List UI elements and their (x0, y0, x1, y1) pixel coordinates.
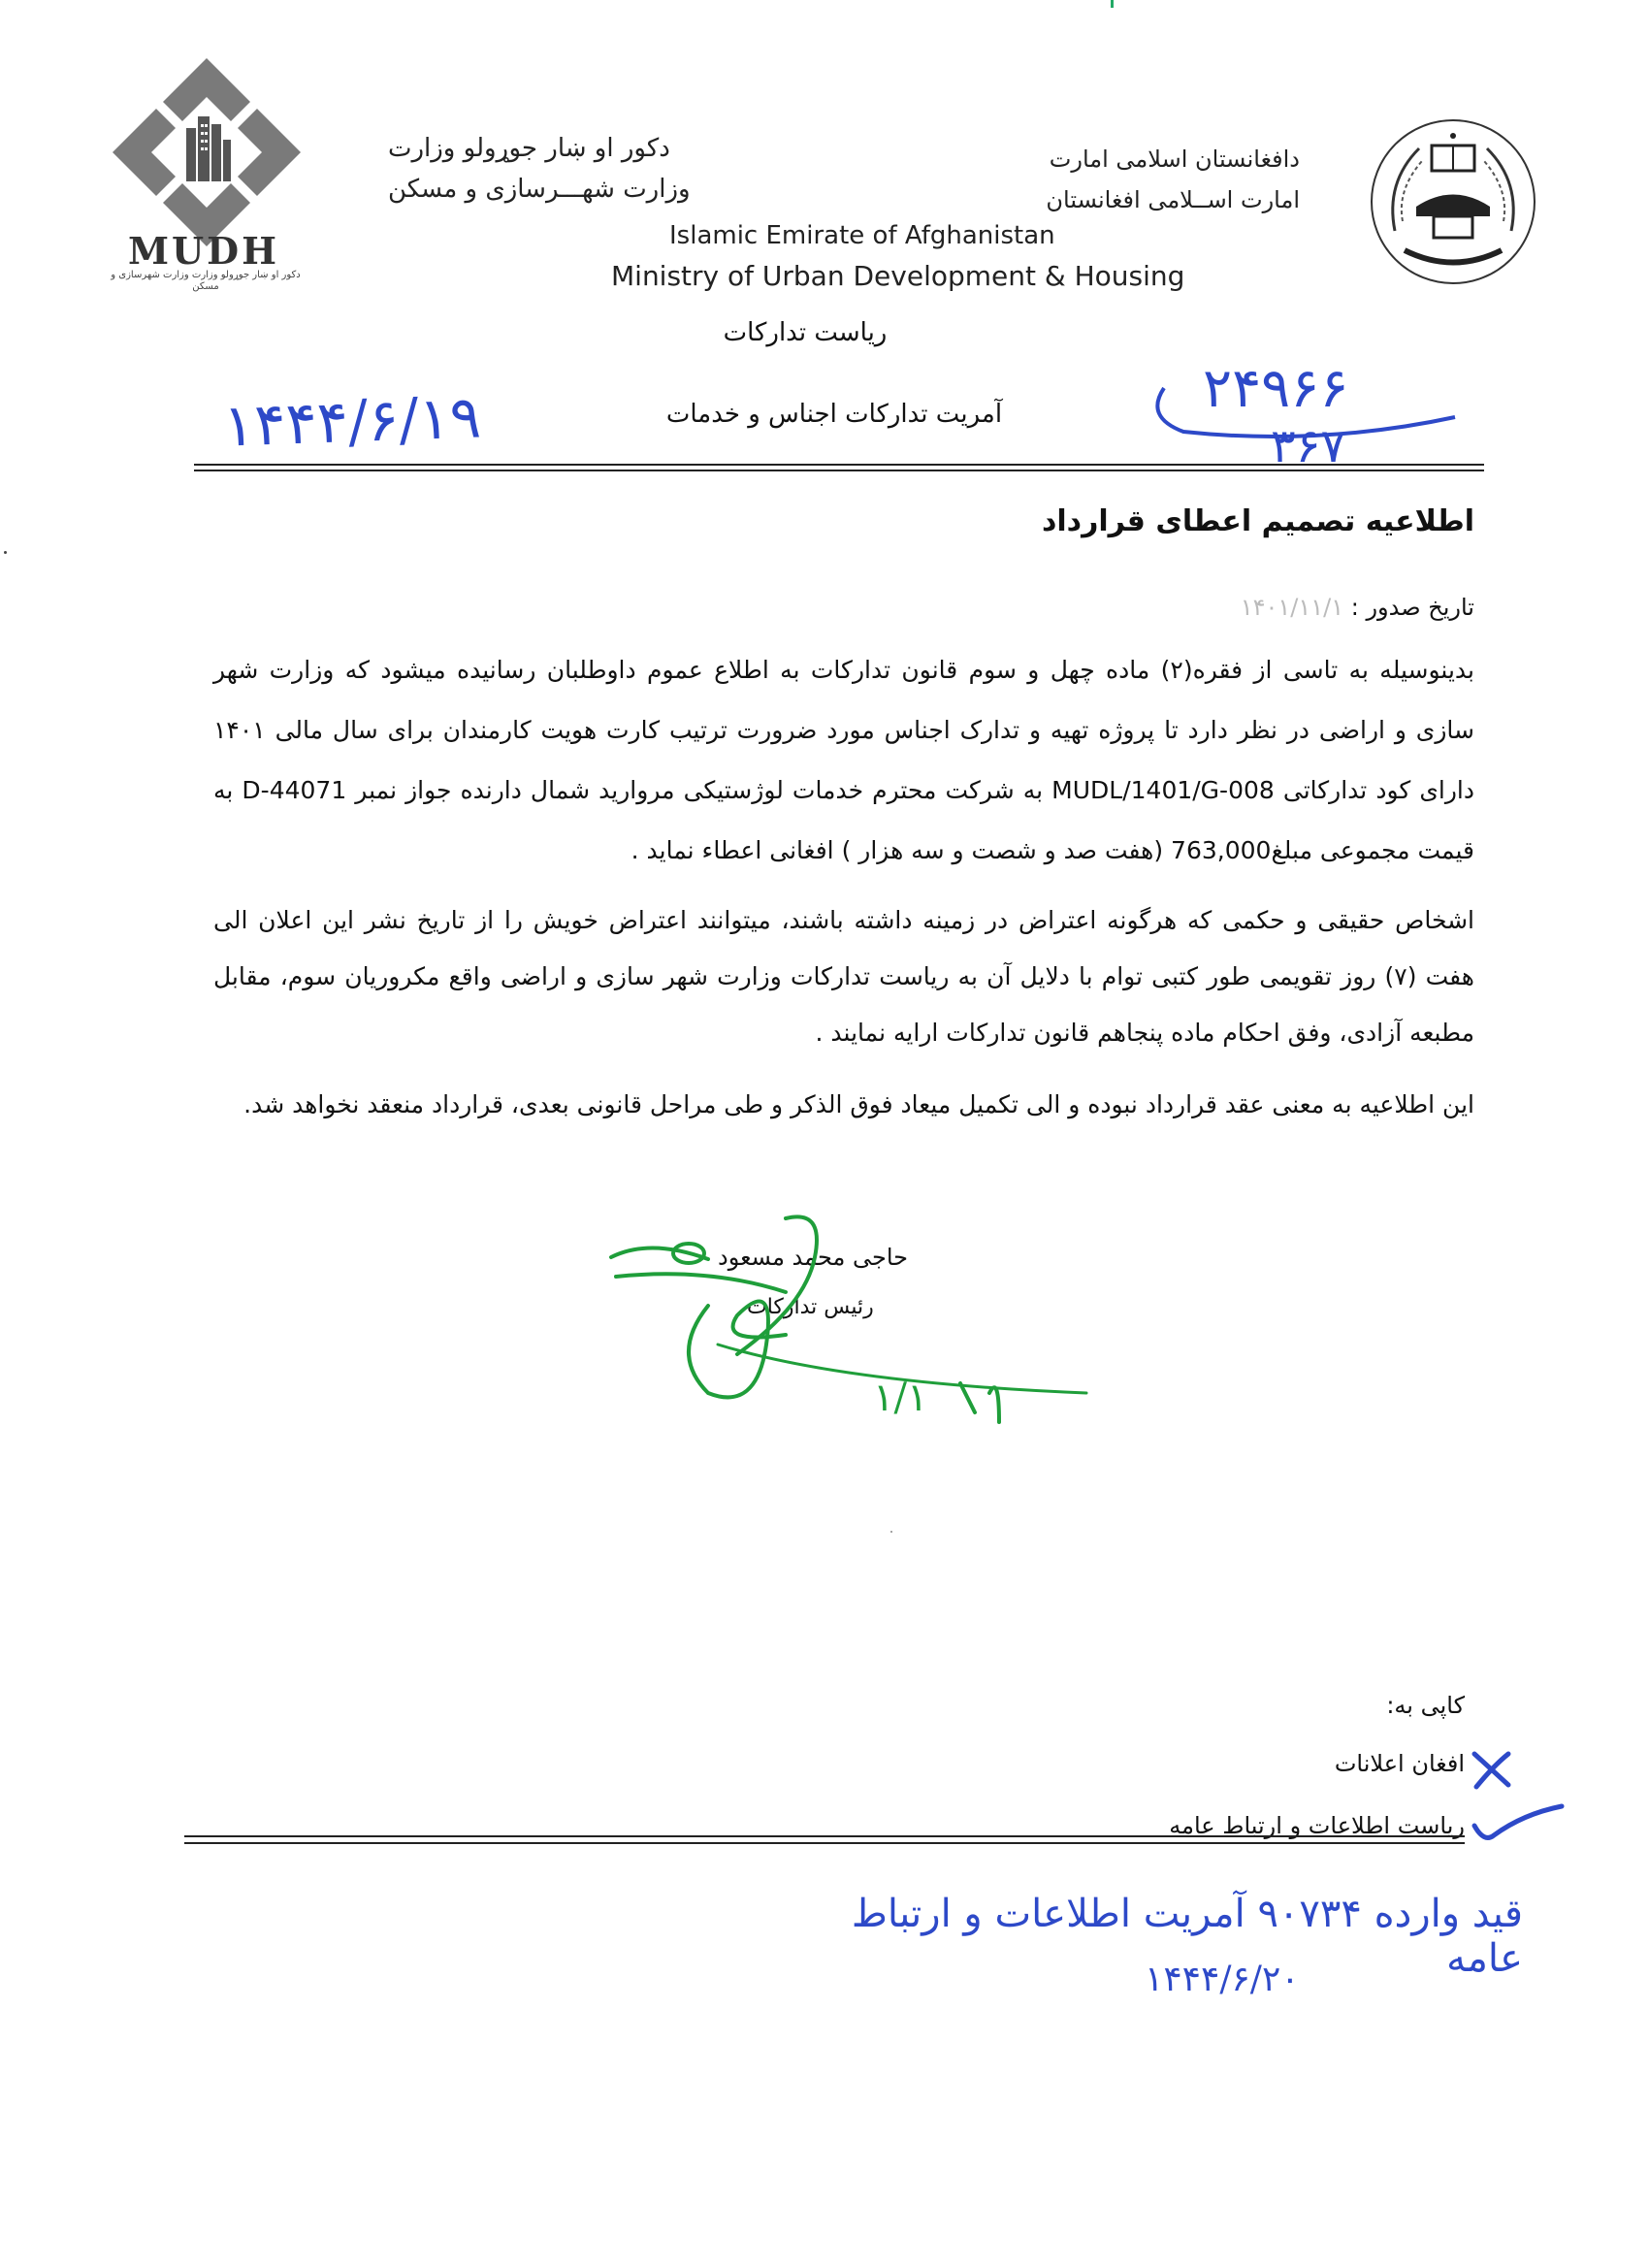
handwritten-number-top: ۲۴۹۶۶ (1203, 357, 1349, 420)
handwritten-date: ۱۴۴۴/۶/۱۹ (221, 383, 483, 461)
footer-rule-bottom (184, 1842, 1465, 1844)
ministry-dari-line: وزارت شهـــرسازی و مسکن (388, 175, 691, 204)
header-rule-top (194, 464, 1484, 466)
signer-title: رئیس تدارکات (747, 1295, 874, 1319)
paragraph-award-notice: بدینوسیله به تاسی از فقره(۲) ماده چهل و سوم قانون تدارکات به اطلاع عموم داوطلبان رسانیده میشود که وزارت شهر سازی و اراضی در نظر دارد تا پروژه تهیه و تدارک اجناس مورد ضرورت ترتیب کارت هویت کارمندان برای سال مالی ۱۴۰۱ دارای کود تدارکاتی MUDL/1401/G-008 به شرکت محترم خدمات لوژستیکی مروارید شمال دارنده جواز نمبر D-44071 به قیمت مجموعی مبلغ763,000 (هفت صد و شصت و سه هزار ) افغانی اعطاء نماید . (213, 656, 1474, 864)
signature-scribble (592, 1199, 1096, 1461)
presidency-title: ریاست تدارکات (723, 318, 888, 347)
signer-name: حاجی محمد مسعود (718, 1244, 908, 1271)
copy-to-label: کاپی به: (1386, 1692, 1465, 1719)
paragraph-disclaimer: این اطلاعیه به معنی عقد قرارداد نبوده و الی تکمیل میعاد فوق الذکر و طی مراحل قانونی بعدی، قرارداد منعقد نخواهد شد. (243, 1090, 1474, 1118)
copy-checkmarks (1465, 1746, 1571, 1863)
emirate-emblem (1366, 114, 1540, 289)
issue-date (1241, 594, 1474, 621)
scan-speck (4, 551, 7, 554)
directorate-title: آمریت تدارکات اجناس و خدمات (665, 400, 1003, 429)
issue-date-value: ۱۴۰۱/۱۱/۱ (1240, 594, 1344, 621)
footer-rule-top (184, 1835, 1465, 1837)
handwritten-sign-mark: ۱/۱ (873, 1376, 928, 1420)
emirate-pashto-line: دافغانستان اسلامی امارت (1049, 146, 1300, 173)
header-rule-bottom (194, 470, 1484, 471)
ministry-english: Ministry of Urban Development & Housing (611, 260, 1185, 292)
emirate-dari-line: امارت اســلامی افغانستان (1046, 186, 1300, 213)
logo-caption: MUDH (127, 229, 280, 273)
top-edge-mark (1111, 0, 1114, 8)
copy-to-item-public-relations: ریاست اطلاعات و ارتباط عامه (1169, 1812, 1465, 1839)
ministry-pashto-line: دکور او ښار جوړولو وزارت (388, 134, 670, 163)
copy-to-item-afghan-ads: افغان اعلانات (1334, 1750, 1465, 1777)
handwritten-registry-note: قید وارده ۹۰۷۳۴ آمریت اطلاعات و ارتباط عامه (851, 1892, 1523, 1981)
document-title: اطلاعیه تصمیم اعطای قرارداد (1042, 504, 1474, 538)
paragraph-objection: اشخاص حقیقی و حکمی که هرگونه اعتراض در زمینه داشته باشند، میتوانند اعتراض خویش را از تاریخ نشر این اعلان الی هفت (۷) روز تقویمی طور کتبی توام با دلایل آن به ریاست تدارکات وزارت شهر سازی و اراضی واقع مکروریان سوم، مقابل مطبعه آزادی، وفق احکام ماده پنجاهم قانون تدارکات ارایه نمایند . (213, 906, 1474, 1047)
handwritten-number-bottom: ۳۶۷ (1271, 419, 1346, 473)
logo-subcaption: دکور او ښار جوړولو وزارت وزارت شهرسازی و مسکن (111, 270, 301, 292)
scan-speck (890, 1531, 892, 1533)
handwritten-registry-date: ۱۴۴۴/۶/۲۰ (1145, 1960, 1300, 1999)
issue-date-label: تاریخ صدور : (1350, 594, 1474, 621)
emirate-english: Islamic Emirate of Afghanistan (669, 221, 1055, 250)
